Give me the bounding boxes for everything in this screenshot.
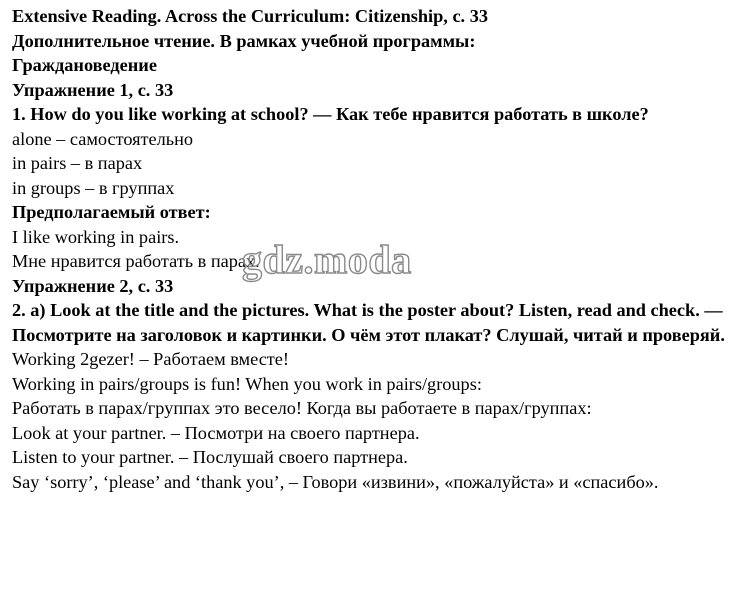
poster-intro-ru: Работать в парах/группах это весело! Когда вы работаете в парах/группах:	[12, 398, 592, 418]
poster-intro-en: Working in pairs/groups is fun! When you work in pairs/groups:	[12, 373, 482, 394]
vocab-in-pairs: in pairs – в парах	[12, 153, 143, 173]
watermark: gdz.moda	[242, 237, 412, 282]
poster-title: Working 2gezer! – Работаем вместе!	[12, 349, 289, 369]
poster-rule-listen: Listen to your partner. – Послушай своего партнера.	[12, 447, 408, 467]
exercise-2-question: 2. a) Look at the title and the pictures. What is the poster about? Listen, read and check. — Посмотрите на заголовок и картинки. О чём этот плакат? Слушай, читай и проверяй.	[12, 300, 725, 345]
answer-ru: Мне нравится работать в парах.	[12, 251, 260, 271]
poster-rule-look: Look at your partner. – Посмотри на своего партнера.	[12, 422, 420, 443]
answer-heading: Предполагаемый ответ:	[12, 202, 211, 222]
vocab-alone: alone – самостоятельно	[12, 128, 194, 149]
document-body	[12, 4, 730, 494]
document-title-ru: Дополнительное чтение. В рамках учебной программы:	[12, 30, 476, 51]
document-title-en: Extensive Reading. Across the Curriculum: Citizenship, с. 33	[12, 6, 488, 26]
vocab-in-groups: in groups – в группах	[12, 177, 175, 198]
answer-en: I like working in pairs.	[12, 226, 180, 247]
exercise-2-heading: Упражнение 2, с. 33	[12, 275, 174, 296]
exercise-1-heading: Упражнение 1, с. 33	[12, 79, 174, 100]
document-subject: Граждановедение	[12, 55, 157, 75]
poster-rule-say: Say ‘sorry’, ‘please’ and ‘thank you’, – Говори «извини», «пожалуйста» и «спасибо».	[12, 471, 659, 492]
exercise-1-question: 1. How do you like working at school? — Как тебе нравится работать в школе?	[12, 104, 649, 124]
